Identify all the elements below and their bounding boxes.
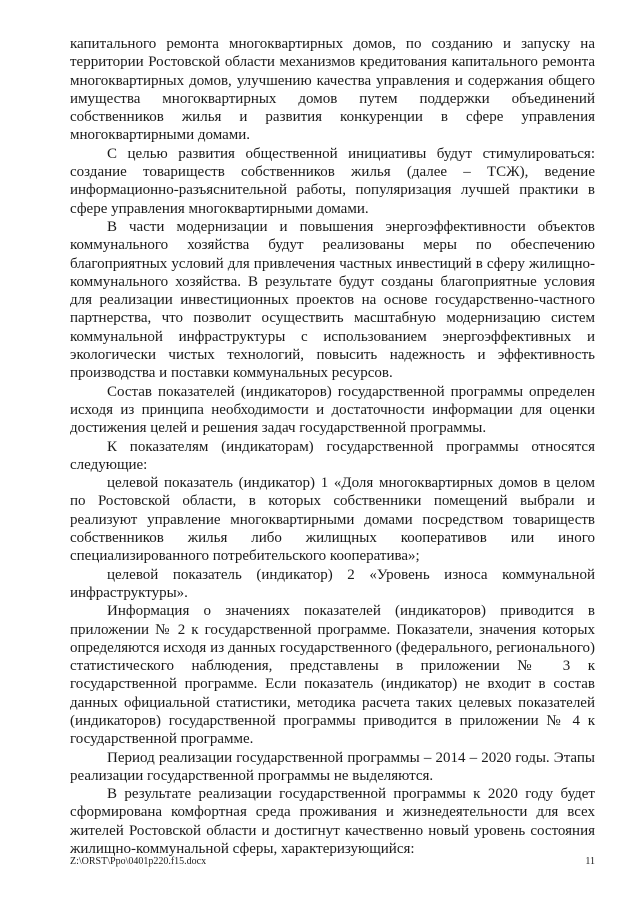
paragraph: К показателям (индикаторам) государственной программы относятся следующие: — [70, 438, 595, 473]
page-number: 11 — [585, 856, 595, 867]
paragraph: Состав показателей (индикаторов) государственной программы определен исходя из принципа необходимости и достаточности информации для оценки достижения целей и решения задач государственной программы. — [70, 383, 595, 437]
paragraph: Период реализации государственной программы – 2014 – 2020 годы. Этапы реализации государственной программы не выделяются. — [70, 749, 595, 784]
paragraph: Информация о значениях показателей (индикаторов) приводится в приложении № 2 к государственной программе. Показатели, значения которых определяются исходя из данных государственного (федерального, регионального) статистического наблюдения, представлены в приложении № 3 к государственной программе. Если показатель (индикатор) не входит в состав данных официальной статистики, методика расчета таких целевых показателей (индикаторов) государственной программы приводится в приложении № 4 к государственной программе. — [70, 603, 595, 748]
footer-file-path: Z:\ORST\Ppo\0401p220.f15.docx — [70, 856, 207, 867]
paragraph: С целью развития общественной инициативы будут стимулироваться: создание товариществ собственников жилья (далее – ТСЖ), ведение информационно-разъяснительной работы, популяризация лучшей практики в сфере управления многоквартирными домами. — [70, 145, 595, 217]
paragraph: целевой показатель (индикатор) 1 «Доля многоквартирных домов в целом по Ростовской области, в которых собственники помещений выбрали и реализуют управление многоквартирными домами посредством товариществ собственников жилья либо жилищных кооперативов или иного специализированного потребительского кооператива»; — [70, 475, 595, 565]
paragraph: В результате реализации государственной программы к 2020 году будет сформирована комфортная среда проживания и жизнедеятельности для всех жителей Ростовской области и достигнут качественно новый уровень состояния жилищно-коммунальной сферы, характеризующийся: — [70, 786, 595, 858]
document-body — [70, 35, 595, 858]
paragraph: целевой показатель (индикатор) 2 «Уровень износа коммунальной инфраструктуры». — [70, 566, 595, 601]
paragraph: В части модернизации и повышения энергоэффективности объектов коммунального хозяйства будут реализованы меры по обеспечению благоприятных условий для привлечения частных инвестиций в сферу жилищно-коммунального хозяйства. В результате будут созданы благоприятные условия для реализации инвестиционных проектов на основе государственно-частного партнерства, что позволит осуществить масштабную модернизацию систем коммунальной инфраструктуры с использованием энергоэффективных и экологически чистых технологий, повысить надежность и эффективность производства и поставки коммунальных ресурсов. — [70, 218, 595, 382]
paragraph: капитального ремонта многоквартирных домов, по созданию и запуску на территории Ростовской области механизмов кредитования капитального ремонта многоквартирных домов, улучшению качества управления и содержания общего имущества многоквартирных домов путем поддержки объединений собственников жилья и развития конкуренции в сфере управления многоквартирными домами. — [70, 36, 595, 144]
